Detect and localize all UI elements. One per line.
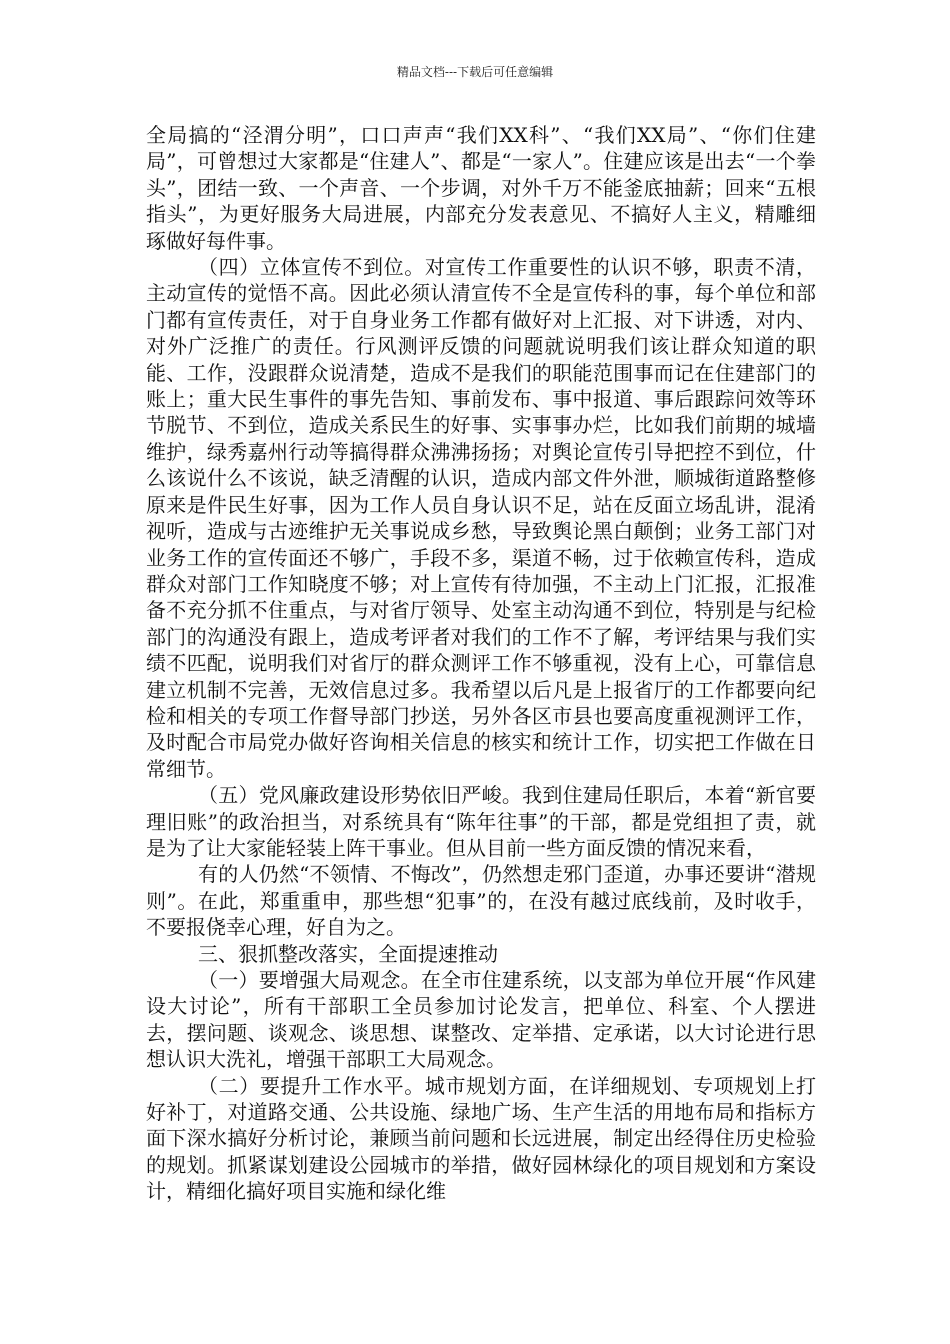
paragraph-subsection-1: （一）要增强大局观念。在全市住建系统，以支部为单位开展“作风建设大讨论”，所有干部职工全员参加讨论发言，把单位、科室、个人摆进去，摆问题、谈观念、谈思想、谋整改、定举措、定承诺，以大讨论进行思想认识大洗礼，增强干部职工大局观念。 <box>146 968 816 1072</box>
section-heading-3: 三、狠抓整改落实，全面提速推动 <box>198 941 498 966</box>
paragraph-continuation: 全局搞的“泾渭分明”，口口声声“我们XX科”、“我们XX局”、“你们住建局”，可曾想过大家都是“住建人”、都是“一家人”。住建应该是出去“一个拳头”，团结一致、一个声音、一个步调，对外千万不能釜底抽薪；回来“五根指头”，为更好服务大局进展，内部充分发表意见、不搞好人主义，精雕细琢做好每件事。 <box>146 123 816 253</box>
paragraph-section-5: （五）党风廉政建设形势依旧严峻。我到住建局任职后，本着“新官要理旧账”的政治担当，对系统具有“陈年往事”的干部，都是党组担了责，就是为了让大家能轻装上阵干事业。但从目前一些方面反馈的情况来看， <box>146 783 816 860</box>
paragraph-section-4: （四）立体宣传不到位。对宣传工作重要性的认识不够，职责不清，主动宣传的觉悟不高。因此必须认清宣传不全是宣传科的事，每个单位和部门都有宣传责任，对于自身业务工作都有做好对上汇报、对下讲透，对内、对外广泛推广的责任。行风测评反馈的问题就说明我们该让群众知道的职能、工作，没跟群众说清楚，造成不是我们的职能范围事而记在住建部门的账上；重大民生事件的事先告知、事前发布、事中报道、事后跟踪问效等环节脱节、不到位，造成关系民生的好事、实事事办烂，比如我们前期的城墙维护，绿秀嘉州行动等搞得群众沸沸扬扬；对舆论宣传引导把控不到位，什么该说什么不该说，缺乏清醒的认识，造成内部文件外泄，顺城街道路整修原来是件民生好事，因为工作人员自身认识不足，站在反面立场乱讲，混淆视听，造成与古迹维护无关事说成乡愁，导致舆论黑白颠倒；业务工部门对业务工作的宣传面还不够广，手段不多，渠道不畅，过于依赖宣传科，造成群众对部门工作知晓度不够；对上宣传有待加强，不主动上门汇报，汇报准备不充分抓不住重点，与对省厅领导、处室主动沟通不到位，特别是与纪检部门的沟通没有跟上，造成考评者对我们的工作不了解，考评结果与我们实绩不匹配，说明我们对省厅的群众测评工作不够重视，没有上心，可靠信息建立机制不完善，无效信息过多。我希望以后凡是上报省厅的工作都要向纪检和相关的专项工作督导部门抄送，另外各区市县也要高度重视测评工作，及时配合市局党办做好咨询相关信息的核实和统计工作，切实把工作做在日常细节。 <box>146 255 816 781</box>
document-body <box>146 122 816 1205</box>
paragraph-warning: 有的人仍然“不领情、不悔改”，仍然想走邪门歪道，办事还要讲“潜规则”。在此，郑重重申，那些想“犯事”的，在没有越过底线前，及时收手，不要报侥幸心理，好自为之。 <box>146 862 816 940</box>
paragraph-subsection-2: （二）要提升工作水平。城市规划方面，在详细规划、专项规划上打好补丁，对道路交通、公共设施、绿地广场、生产生活的用地布局和指标方面下深水搞好分析讨论，兼顾当前问题和长远进展，制定出经得住历史检验的规划。抓紧谋划建设公园城市的举措，做好园林绿化的项目规划和方案设计，精细化搞好项目实施和绿化维 <box>146 1073 816 1204</box>
page-header: 精品文档---下载后可任意编辑 <box>396 65 554 79</box>
